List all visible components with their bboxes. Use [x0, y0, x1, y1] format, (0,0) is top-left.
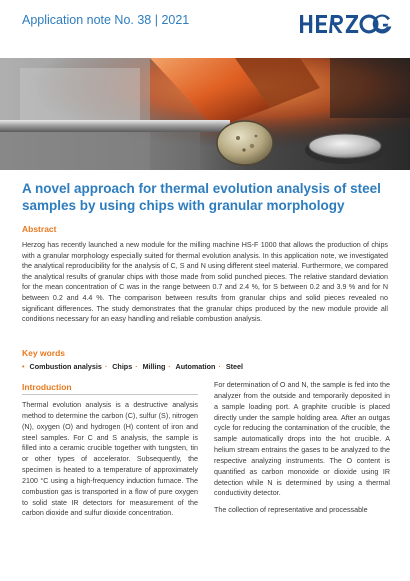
- keyword-item: Chips: [112, 362, 133, 371]
- paragraph: For determination of O and N, the sample is fed into the analyzer from the outside and temporarily deposited in a sample loading port. A graphite crucible is placed directly under the sample holding area. After an outgas cycle for reducing the contamination of the crucible, the sample automatically drops into the hot crucible. A helium stream entrains the gases to be analyzed to the respective analyzing instruments. The O content is quantified as carbon monoxide or dioxide using IR detection while N is determined by using a thermal conductivity detector.: [214, 381, 390, 498]
- keyword-item: Automation: [175, 362, 216, 371]
- page-header: [0, 0, 410, 56]
- abstract-text: Herzog has recently launched a new module for the milling machine HS-F 1000 that allows the production of chips with a granular morphology especially suited for thermal evolution analysis. In this application note, we investigated the analytical reproducibility for the analysis of C, S and N using different steel material. Furthermore, we compared the analytical results of granular chips with those made from solid punched pieces. The relative standard deviation for the mean concentration of C was in the range between 0.7 and 2.4 %, for S between 0.2 and 3.9 % and for N between 0.2 and 4.4 %. The comparison between results from granular chips and solid pieces revealed no significant differences. The study demonstrates that the granular chips produced by the new module provide all conditions necessary for an easy handling and reliable combustion analysis.: [22, 241, 388, 324]
- separator-icon: ·: [135, 362, 138, 371]
- keyword-item: Milling: [142, 362, 166, 371]
- separator-icon: ·: [104, 362, 108, 371]
- herzog-logo-icon: [300, 13, 392, 35]
- document-title: A novel approach for thermal evolution analysis of steel samples by using chips with granular morphology: [22, 181, 381, 213]
- introduction-right-column: [214, 380, 390, 516]
- introduction-left-column: Thermal evolution analysis is a destructive analysis method to determine the carbon (C), sulfur (S), nitrogen (N), oxygen (O) and hydrogen (H) content of iron and steel samples. For C and S analysis, the sample is filled into a ceramic crucible together with tungsten, tin or other types of accelerator. Subsequently, the specimen is heated to a temperature of approximately 2100 °C using a high-frequency induction furnace. The combustion gas is transported in a flow of pure oxygen to solid state IR detectors for measurement of the carbon dioxide and sulfur dioxide concentration.: [22, 401, 198, 518]
- introduction-heading: Introduction: [22, 382, 72, 392]
- bullet-icon: •: [22, 362, 25, 371]
- section-divider: [22, 394, 198, 395]
- abstract-heading: Abstract: [22, 224, 57, 234]
- keywords-heading: Key words: [22, 348, 65, 358]
- separator-icon: ·: [218, 362, 221, 371]
- keywords-list: [22, 362, 388, 371]
- separator-icon: ·: [168, 362, 171, 371]
- paragraph: The collection of representative and processable: [214, 506, 368, 515]
- herzog-logo: [300, 12, 392, 36]
- application-note-label: Application note No. 38 | 2021: [22, 13, 190, 27]
- hero-image: [0, 58, 410, 170]
- keyword-item: Combustion analysis: [29, 362, 102, 371]
- milling-machine-photo: [0, 58, 410, 170]
- keyword-item: Steel: [225, 362, 244, 371]
